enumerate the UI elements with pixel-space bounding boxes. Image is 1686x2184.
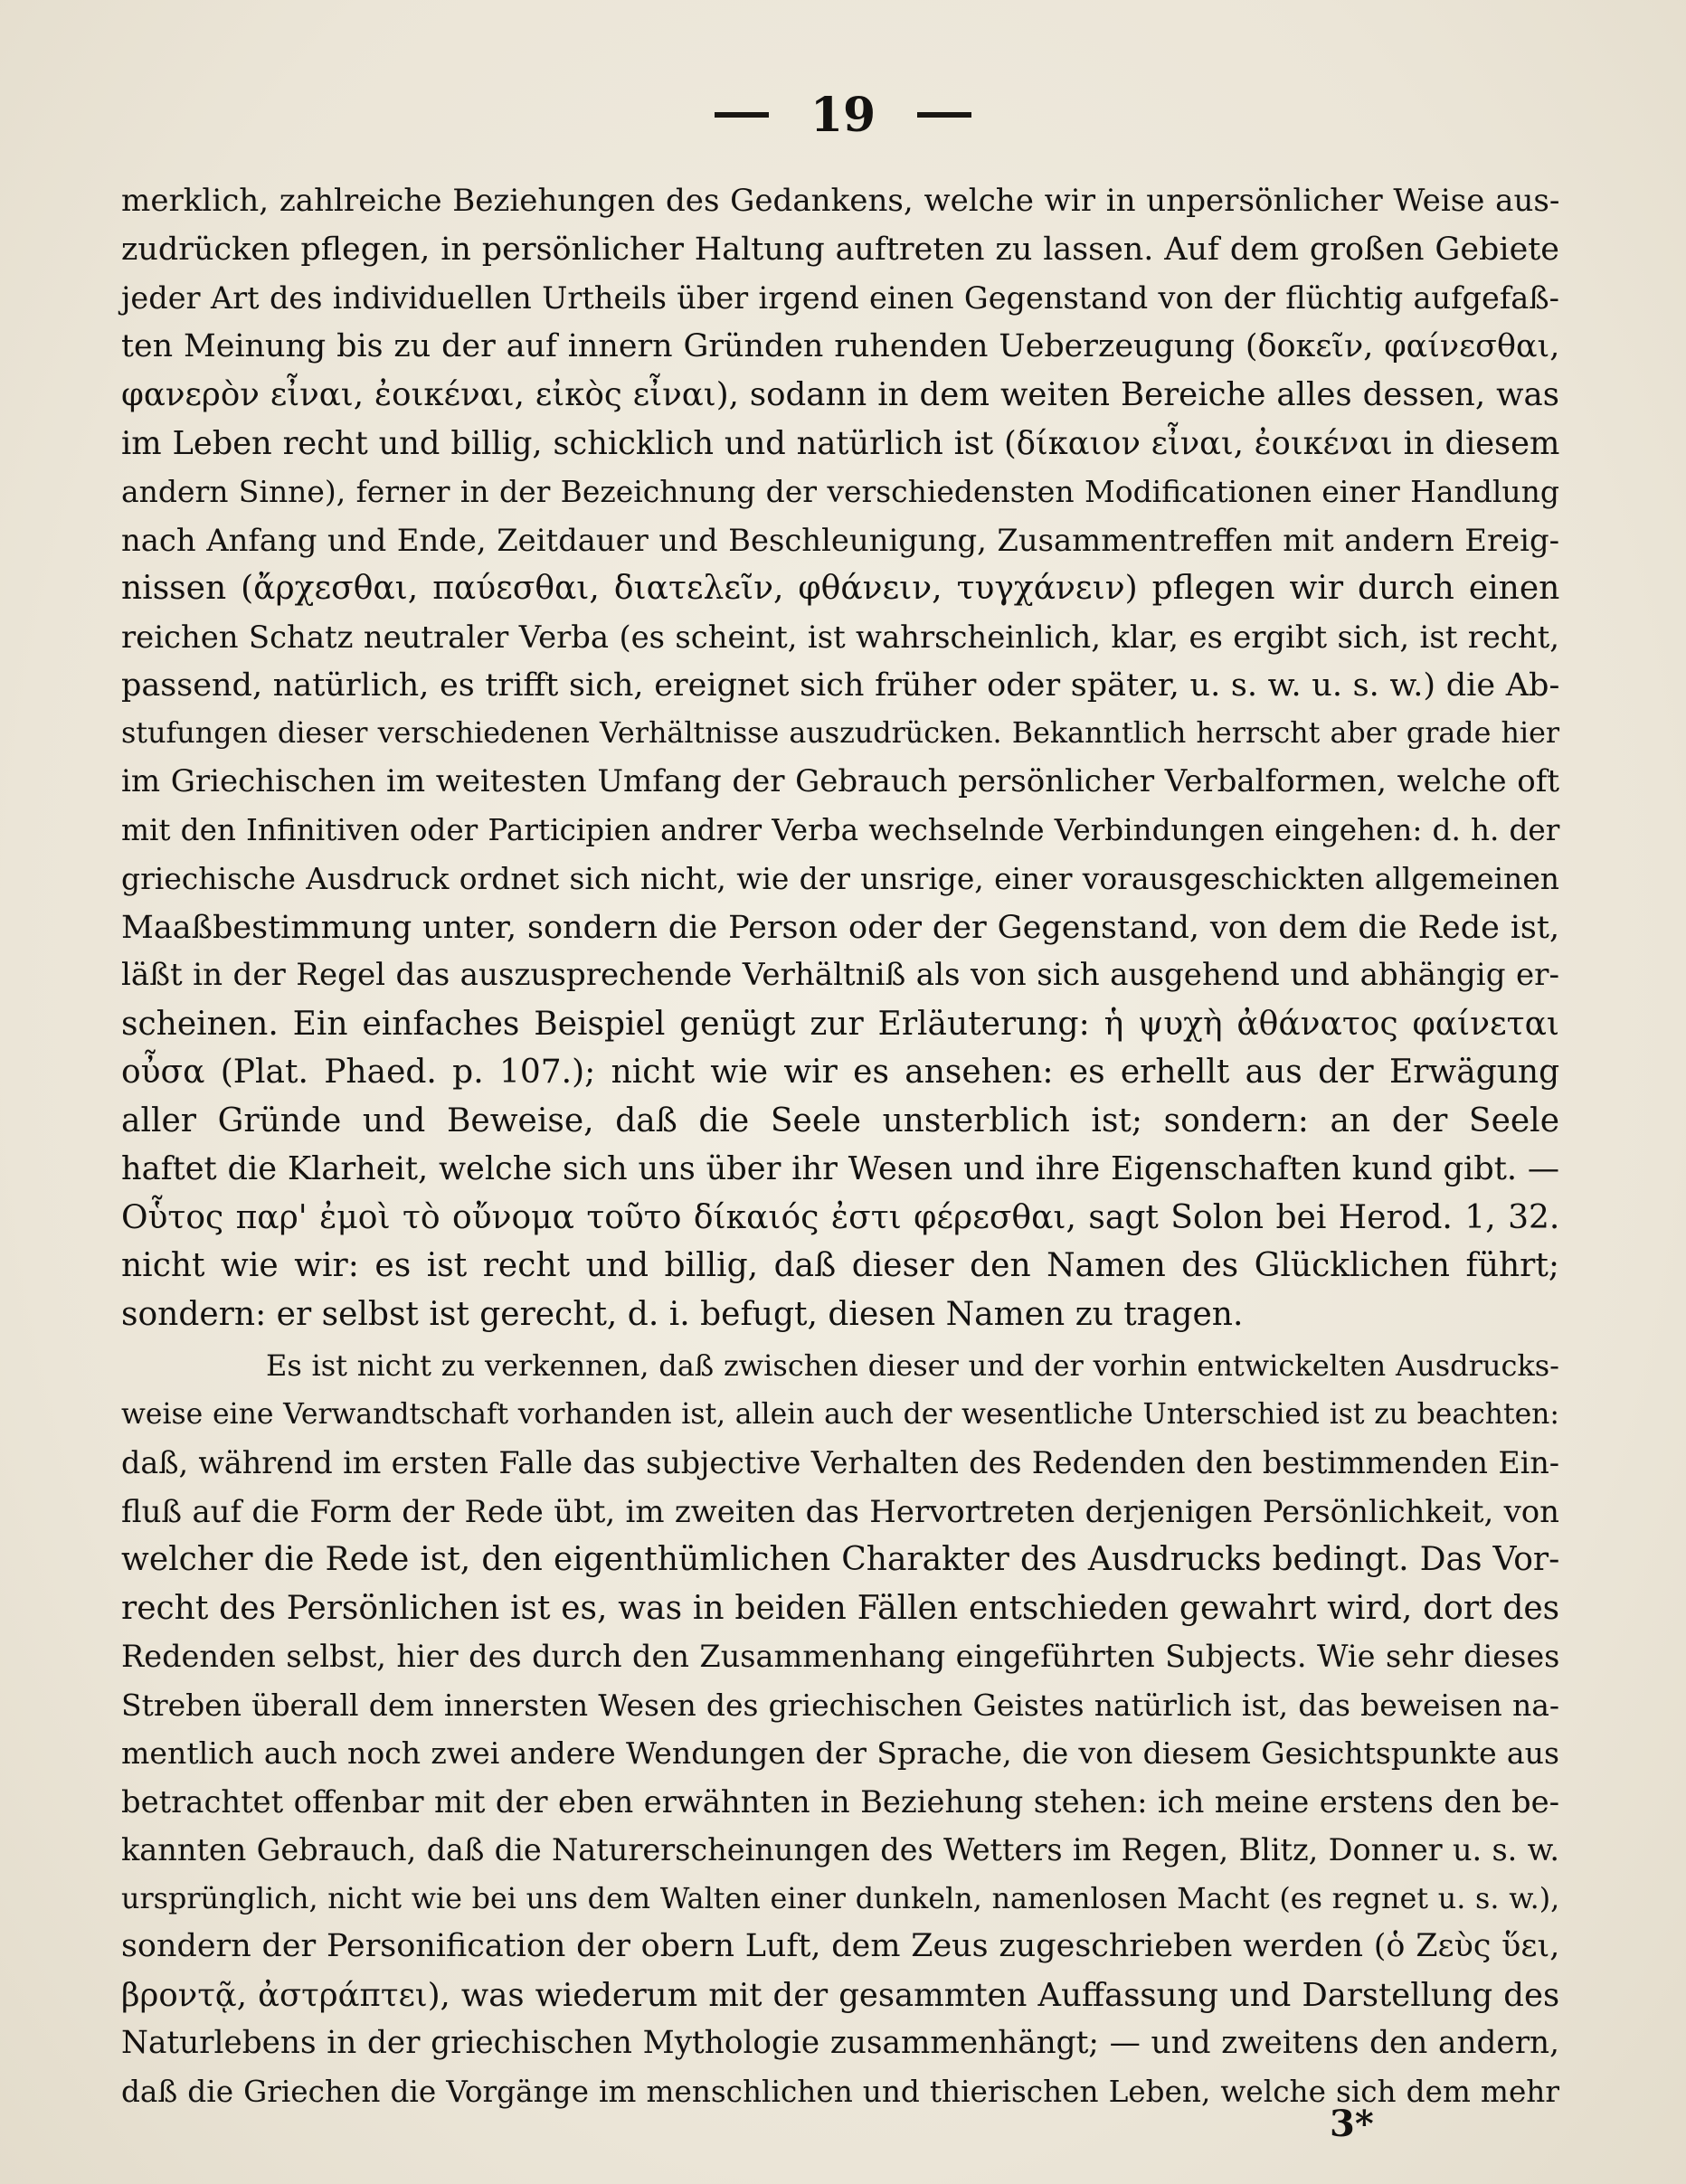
text-line: betrachtet offenbar mit der eben erwähnten in Beziehung stehen: ich meine erstens den be-: [121, 1783, 1559, 1820]
page-header: [0, 83, 1686, 147]
header-dash-left: [715, 112, 769, 118]
text-line: ten Meinung bis zu der auf innern Gründen ruhenden Ueberzeugung (δοκεῖν, φαίνεσθαι,: [121, 327, 1560, 364]
text-line: reichen Schatz neutraler Verba (es scheint, ist wahrscheinlich, klar, es ergibt sich, ist recht,: [121, 619, 1559, 655]
signature-mark: 3*: [1330, 2103, 1374, 2145]
text-line: nach Anfang und Ende, Zeitdauer und Beschleunigung, Zusammentreffen mit andern Ereig-: [121, 522, 1560, 558]
text-line: im Griechischen im weitesten Umfang der Gebrauch persönlicher Verbalformen, welche oft: [121, 763, 1559, 799]
text-line: passend, natürlich, es trifft sich, ereignet sich früher oder später, u. s. w. u. s. w.) die Ab-: [121, 667, 1560, 704]
header-dash-right: [917, 112, 971, 118]
text-line: Redenden selbst, hier des durch den Zusammenhang eingeführten Subjects. Wie sehr dieses: [121, 1639, 1560, 1674]
text-line: griechische Ausdruck ordnet sich nicht, wie der unsrige, einer vorausgeschickten allgemeinen: [121, 861, 1559, 896]
body-text: [121, 177, 1559, 2116]
text-line: Naturlebens in der griechischen Mythologie zusammenhängt; — und zweitens den andern,: [121, 2025, 1559, 2061]
text-line: zudrücken pflegen, in persönlicher Haltung auftreten zu lassen. Auf dem großen Gebiete: [121, 231, 1559, 268]
text-line: ursprünglich, nicht wie bei uns dem Walten einer dunkeln, namenlosen Macht (es regnet u. s. w.),: [121, 1880, 1560, 1915]
text-line: scheinen. Ein einfaches Beispiel genügt zur Erläuterung: ἡ ψυχὴ ἀθάνατος φαίνεται: [121, 1005, 1559, 1043]
paragraph-2: [121, 1342, 1559, 2116]
text-line: sondern der Personification der obern Luft, dem Zeus zugeschrieben werden (ὁ Ζεὺς ὕει,: [121, 1928, 1560, 1964]
text-line: mentlich auch noch zwei andere Wendungen der Sprache, die von diesem Gesichtspunkte aus: [121, 1735, 1559, 1771]
text-line: Οὗτος παρ' ἐμοὶ τὸ οὔνομα τοῦτο δίκαιός ἐστι φέρεσθαι, sagt Solon bei Herod. 1, 32.: [121, 1198, 1560, 1236]
text-line: merklich, zahlreiche Beziehungen des Gedankens, welche wir in unpersönlicher Weise aus-: [121, 183, 1560, 219]
text-line: φανερὸν εἶναι, ἐοικέναι, εἰκὸς εἶναι), sodann in dem weiten Bereiche alles dessen, was: [121, 376, 1559, 413]
paragraph-1: [121, 177, 1559, 1338]
text-line: jeder Art des individuellen Urtheils über irgend einen Gegenstand von der flüchtig aufgefaß-: [121, 280, 1559, 316]
text-line: recht des Persönlichen ist es, was in beiden Fällen entschieden gewahrt wird, dort des: [121, 1589, 1560, 1627]
text-line: daß, während im ersten Falle das subjective Verhalten des Redenden den bestimmenden Ein-: [121, 1445, 1560, 1480]
page-number: 19: [810, 87, 876, 143]
text-line: Streben überall dem innersten Wesen des griechischen Geistes natürlich ist, das beweisen na-: [121, 1687, 1559, 1723]
text-line: mit den Infinitiven oder Participien andrer Verba wechselnde Verbindungen eingehen: d. h. der: [121, 812, 1560, 847]
text-line: aller Gründe und Beweise, daß die Seele unsterblich ist; sondern: an der Seele: [121, 1101, 1559, 1139]
text-line: kannten Gebrauch, daß die Naturerscheinungen des Wetters im Regen, Blitz, Donner u. s. w.: [121, 1832, 1559, 1867]
text-line: nicht wie wir: es ist recht und billig, daß dieser den Namen des Glücklichen führt;: [121, 1247, 1559, 1284]
text-line: stufungen dieser verschiedenen Verhältnisse auszudrücken. Bekanntlich herrscht aber grade hier: [121, 716, 1560, 750]
text-line: fluß auf die Form der Rede übt, im zweiten das Hervortreten derjenigen Persönlichkeit, von: [121, 1493, 1559, 1529]
text-line: Maaßbestimmung unter, sondern die Person oder der Gegenstand, von dem die Rede ist,: [121, 908, 1560, 946]
text-line: im Leben recht und billig, schicklich und natürlich ist (δίκαιον εἶναι, ἐοικέναι in diesem: [121, 424, 1560, 462]
text-line: βροντᾷ, ἀστράπτει), was wiederum mit der gesammten Auffassung und Darstellung des: [121, 1976, 1560, 2014]
text-line: weise eine Verwandtschaft vorhanden ist, allein auch der wesentliche Unterschied ist zu beachten:: [121, 1397, 1559, 1431]
text-line: haftet die Klarheit, welche sich uns über ihr Wesen und ihre Eigenschaften kund gibt. —: [121, 1150, 1560, 1187]
text-line: sondern: er selbst ist gerecht, d. i. befugt, diesen Namen zu tragen.: [121, 1295, 1244, 1333]
text-line: Es ist nicht zu verkennen, daß zwischen dieser und der vorhin entwickelten Ausdrucks-: [266, 1348, 1559, 1383]
text-line: daß die Griechen die Vorgänge im menschlichen und thierischen Leben, welche sich dem mehr: [121, 2074, 1559, 2109]
text-line: nissen (ἄρχεσθαι, παύεσθαι, διατελεῖν, φθάνειν, τυγχάνειν) pflegen wir durch einen: [121, 570, 1560, 607]
text-line: läßt in der Regel das auszusprechende Verhältniß als von sich ausgehend und abhängig er-: [121, 957, 1559, 993]
text-line: andern Sinne), ferner in der Bezeichnung der verschiedensten Modificationen einer Handlung: [121, 474, 1559, 509]
text-line: οὖσα (Plat. Phaed. p. 107.); nicht wie wir es ansehen: es erhellt aus der Erwägung: [121, 1054, 1560, 1091]
text-line: welcher die Rede ist, den eigenthümlichen Charakter des Ausdrucks bedingt. Das Vor-: [121, 1541, 1560, 1578]
